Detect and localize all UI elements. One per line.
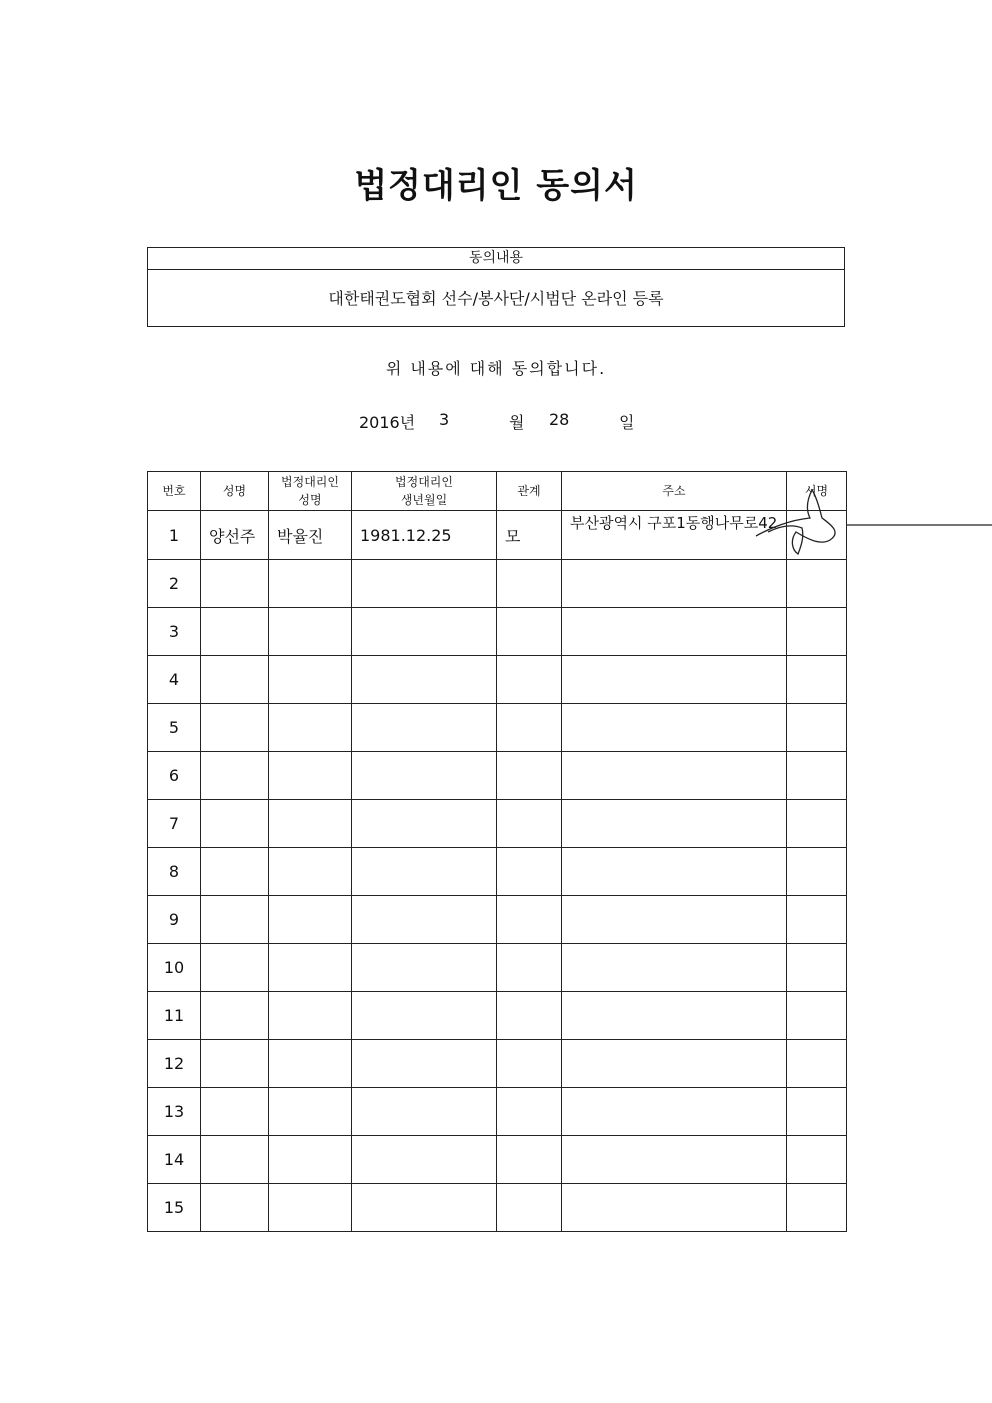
- row-number: 10: [148, 944, 201, 992]
- registration-table: [147, 471, 847, 1232]
- row-number: 7: [148, 800, 201, 848]
- table-row: [148, 511, 847, 560]
- row-number: 11: [148, 992, 201, 1040]
- table-row: [148, 656, 847, 704]
- consent-header: 동의내용: [148, 248, 844, 270]
- row-number: 6: [148, 752, 201, 800]
- table-row: [148, 752, 847, 800]
- table-row: [148, 944, 847, 992]
- row-number: 9: [148, 896, 201, 944]
- header-guardian-name: 법정대리인 성명: [269, 472, 352, 511]
- row-guardian-name: 박율진: [269, 511, 352, 560]
- table-row: [148, 1040, 847, 1088]
- document-title: 법정대리인 동의서: [354, 166, 638, 206]
- row-guardian-birth: 1981.12.25: [352, 511, 497, 560]
- table-row: [148, 800, 847, 848]
- header-no: 번호: [148, 472, 201, 511]
- table-row: [148, 848, 847, 896]
- table-row: [148, 608, 847, 656]
- row-number: 14: [148, 1136, 201, 1184]
- handwritten-signature: [750, 488, 992, 558]
- row-relation: 모: [497, 511, 562, 560]
- row-number: 12: [148, 1040, 201, 1088]
- header-name: 성명: [201, 472, 269, 511]
- table-row: [148, 992, 847, 1040]
- row-number: 5: [148, 704, 201, 752]
- table-row: [148, 1136, 847, 1184]
- table-header-row: [148, 472, 847, 511]
- row-number: 15: [148, 1184, 201, 1232]
- header-guardian-birth: 법정대리인 생년월일: [352, 472, 497, 511]
- row-name: 양선주: [201, 511, 269, 560]
- row-number: 3: [148, 608, 201, 656]
- row-number: 1: [148, 511, 201, 560]
- consent-box: [147, 247, 845, 327]
- table-row: [148, 1088, 847, 1136]
- row-number: 13: [148, 1088, 201, 1136]
- header-relation: 관계: [497, 472, 562, 511]
- date-day: 28: [549, 410, 570, 429]
- header-address: 주소: [562, 472, 787, 511]
- date-month: 3: [439, 410, 450, 429]
- date-year: 2016년: [359, 413, 416, 432]
- agreement-statement: 위 내용에 대해 동의합니다.: [385, 359, 607, 378]
- table-row: [148, 896, 847, 944]
- date-month-label: 월: [509, 413, 525, 432]
- row-number: 2: [148, 560, 201, 608]
- table-row: [148, 560, 847, 608]
- table-row: [148, 704, 847, 752]
- header-signature: 서명: [787, 472, 847, 511]
- row-address: 부산광역시 구포1동행나무로42: [562, 511, 787, 560]
- table-row: [148, 1184, 847, 1232]
- date-line: [0, 410, 992, 432]
- consent-content: 대한태권도협회 선수/봉사단/시범단 온라인 등록: [328, 289, 664, 308]
- row-number: 4: [148, 656, 201, 704]
- row-number: 8: [148, 848, 201, 896]
- date-day-label: 일: [619, 413, 635, 432]
